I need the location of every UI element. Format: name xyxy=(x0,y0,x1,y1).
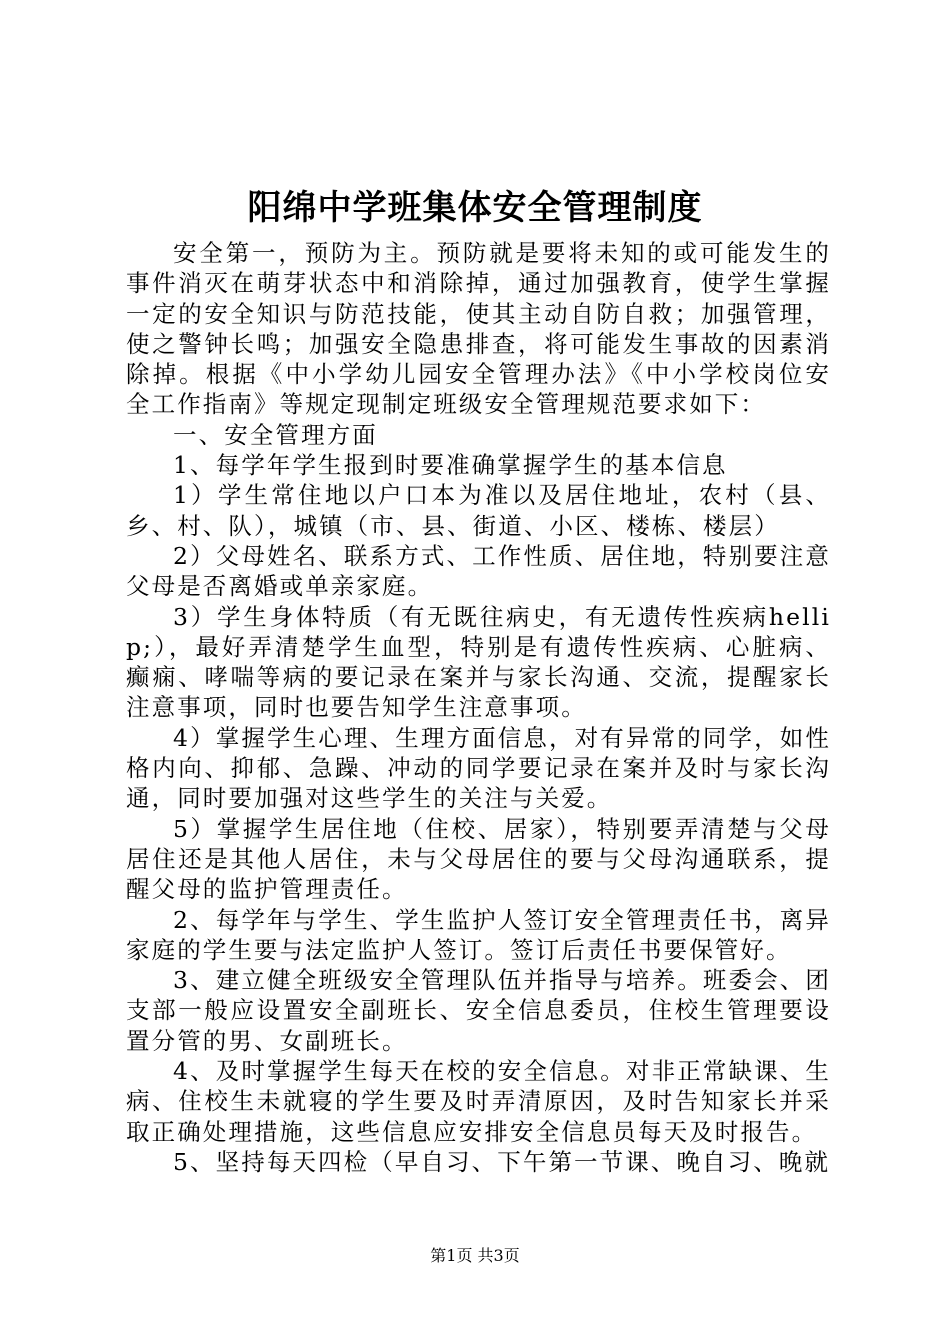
paragraph-item-3: 3、建立健全班级安全管理队伍并指导与培养。班委会、团支部一般应设置安全副班长、安全信息委员，住校生管理要设置分管的男、女副班长。 xyxy=(126,966,831,1055)
paragraph-item-5: 5、坚持每天四检（早自习、下午第一节课、晚自习、晚就 xyxy=(173,1147,831,1176)
paragraph-subitem-2: 2）父母姓名、联系方式、工作性质、居住地，特别要注意父母是否离婚或单亲家庭。 xyxy=(126,541,831,601)
document-body xyxy=(126,238,831,1177)
paragraph-subitem-1: 1）学生常住地以户口本为准以及居住地址，农村（县、乡、村、队），城镇（市、县、街道、小区、楼栋、楼层） xyxy=(126,481,831,540)
paragraph-subitem-3: 3）学生身体特质（有无既往病史，有无遗传性疾病hellip;），最好弄清楚学生血型，特别是有遗传性疾病、心脏病、癫痫、哮喘等病的要记录在案并与家长沟通、交流，提醒家长注意事项，同时也要告知学生注意事项。 xyxy=(126,602,831,722)
paragraph-intro: 安全第一，预防为主。预防就是要将未知的或可能发生的事件消灭在萌芽状态中和消除掉，通过加强教育，使学生掌握一定的安全知识与防范技能，使其主动自防自救；加强管理，使之警钟长鸣；加强安全隐患排查，将可能发生事故的因素消除掉。根据《中小学幼儿园安全管理办法》《中小学校岗位安全工作指南》等规定现制定班级安全管理规范要求如下： xyxy=(126,239,831,419)
section-heading: 一、安全管理方面 xyxy=(173,420,378,449)
paragraph-subitem-4: 4）掌握学生心理、生理方面信息，对有异常的同学，如性格内向、抑郁、急躁、冲动的同学要记录在案并及时与家长沟通，同时要加强对这些学生的关注与关爱。 xyxy=(126,723,831,813)
paragraph-subitem-5: 5）掌握学生居住地（住校、居家），特别要弄清楚与父母居住还是其他人居住，未与父母居住的要与父母沟通联系，提醒父母的监护管理责任。 xyxy=(126,814,831,904)
paragraph-item-1: 1、每学年学生报到时要准确掌握学生的基本信息 xyxy=(173,451,728,480)
document-title: 阳绵中学班集体安全管理制度 xyxy=(247,188,703,228)
page-footer: 第1页 共3页 xyxy=(430,1246,520,1265)
paragraph-item-2: 2、每学年与学生、学生监护人签订安全管理责任书，离异家庭的学生要与法定监护人签订。签订后责任书要保管好。 xyxy=(126,905,831,964)
paragraph-item-4: 4、及时掌握学生每天在校的安全信息。对非正常缺课、生病、住校生未就寝的学生要及时弄清原因，及时告知家长并采取正确处理措施，这些信息应安排安全信息员每天及时报告。 xyxy=(126,1057,831,1146)
